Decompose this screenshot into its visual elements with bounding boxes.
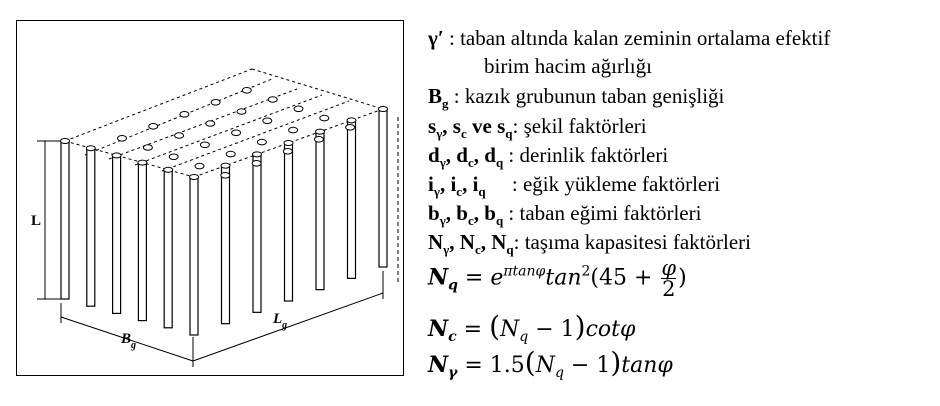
def-inclination-factors bbox=[428, 172, 720, 204]
def-separator: : bbox=[503, 143, 520, 167]
def-symbol-sub: c bbox=[474, 242, 481, 257]
formula-lhs-sub: q bbox=[448, 277, 458, 294]
pile-head bbox=[253, 152, 262, 157]
formula-fn: tan bbox=[545, 265, 582, 291]
pile-head bbox=[164, 167, 173, 172]
pile-head bbox=[294, 106, 303, 112]
formula-eq: = bbox=[456, 317, 490, 342]
pile-head bbox=[263, 118, 272, 124]
pile-head bbox=[289, 127, 298, 133]
pile-head bbox=[346, 125, 355, 131]
def-joiner: , bbox=[442, 114, 453, 138]
formula-nc bbox=[428, 310, 635, 345]
def-symbol: i bbox=[450, 172, 457, 196]
def-symbol-sub: γ bbox=[439, 155, 446, 170]
def-symbol: d bbox=[456, 143, 468, 167]
formula-minus: − 1 bbox=[563, 353, 611, 378]
pile-head bbox=[175, 133, 184, 139]
pile bbox=[87, 148, 95, 306]
pile bbox=[253, 154, 261, 312]
def-text: kazık grubunun taban genişliği bbox=[464, 84, 725, 108]
pile bbox=[190, 177, 198, 335]
pile-head bbox=[226, 151, 235, 157]
def-symbol: s bbox=[452, 114, 461, 138]
formula-lhs-sub: γ bbox=[448, 365, 458, 381]
def-symbol: i bbox=[428, 172, 434, 196]
def-symbol: N bbox=[491, 230, 507, 254]
formula-lhs: N bbox=[428, 352, 449, 378]
formula-minus: − 1 bbox=[528, 317, 575, 342]
def-joiner: , bbox=[449, 230, 460, 254]
pile-head bbox=[143, 145, 152, 151]
def-text: birim hacim ağırlığı bbox=[484, 54, 652, 78]
pile-group-figure bbox=[16, 20, 404, 376]
pile-head bbox=[252, 161, 261, 167]
def-joiner: , bbox=[439, 172, 451, 196]
pile-head bbox=[86, 146, 95, 151]
formula-ngamma bbox=[428, 346, 673, 381]
formula-fn: tanφ bbox=[621, 353, 673, 378]
formula-square: 2 bbox=[581, 263, 591, 280]
def-text: taşıma kapasitesi faktörleri bbox=[524, 230, 751, 254]
pile bbox=[113, 155, 121, 313]
def-depth-factors bbox=[428, 143, 668, 175]
def-joiner: , bbox=[462, 172, 473, 196]
formula-paren-close: ) bbox=[574, 310, 586, 343]
piles bbox=[61, 107, 399, 336]
fraction-numerator: φ bbox=[661, 256, 677, 280]
def-symbol-sub: γ bbox=[433, 184, 440, 199]
length-label: L bbox=[31, 213, 42, 229]
pile bbox=[379, 109, 387, 267]
formula-term: N bbox=[500, 317, 520, 342]
def-separator: : bbox=[485, 172, 523, 196]
def-symbol: N bbox=[459, 230, 475, 254]
def-joiner: , bbox=[480, 230, 492, 254]
pile-head bbox=[169, 154, 178, 160]
pile-head bbox=[283, 149, 292, 155]
formula-lhs-sub: c bbox=[448, 329, 457, 345]
formula-base: e bbox=[490, 265, 504, 291]
def-symbol-sub: c bbox=[456, 184, 463, 199]
pile-head bbox=[112, 153, 121, 158]
def-symbol: s bbox=[497, 114, 506, 138]
pile-head bbox=[221, 173, 230, 179]
pile bbox=[61, 141, 69, 299]
def-text: eğik yükleme faktörleri bbox=[522, 172, 721, 196]
def-text: derinlik faktörleri bbox=[519, 143, 669, 167]
def-joiner: ve bbox=[466, 114, 498, 138]
def-bg bbox=[428, 84, 724, 116]
def-separator: : bbox=[503, 201, 520, 225]
formula-term: N bbox=[535, 353, 555, 378]
def-symbol-sub: q bbox=[478, 184, 486, 199]
pile-head bbox=[200, 142, 209, 148]
pile-head bbox=[190, 175, 199, 180]
def-symbol-sub: q bbox=[505, 126, 513, 141]
pile-head bbox=[347, 118, 356, 123]
def-symbol-sub: q bbox=[495, 155, 504, 170]
pile bbox=[348, 120, 356, 278]
pile-head bbox=[232, 130, 241, 136]
pile-group-diagram bbox=[17, 21, 405, 377]
def-symbol: i bbox=[472, 172, 479, 196]
pile-head bbox=[149, 124, 158, 130]
def-separator: : bbox=[443, 26, 461, 50]
pile-head bbox=[195, 163, 204, 169]
def-symbol: d bbox=[484, 143, 496, 167]
pile-head bbox=[138, 160, 147, 165]
def-separator: : bbox=[513, 230, 525, 254]
formula-paren-open: ( bbox=[489, 310, 500, 343]
def-symbol-sub: q bbox=[506, 242, 514, 257]
def-separator: : bbox=[448, 84, 465, 108]
formula-nq bbox=[428, 258, 687, 299]
formula-fraction bbox=[661, 258, 676, 299]
def-symbol-sub: c bbox=[467, 155, 474, 170]
group-length-label: $L_g$ bbox=[273, 311, 288, 331]
fraction-denominator: 2 bbox=[662, 277, 676, 301]
formula-arg-close: ) bbox=[678, 265, 687, 291]
pile-head bbox=[242, 88, 251, 94]
def-gamma-prime bbox=[428, 26, 830, 50]
def-joiner: , bbox=[473, 143, 485, 167]
pile-head bbox=[320, 115, 329, 121]
pile bbox=[164, 170, 172, 328]
formula-coef: 1.5 bbox=[489, 353, 525, 378]
pile-head bbox=[237, 109, 246, 115]
formula-term-sub: q bbox=[519, 329, 529, 345]
def-symbol: B bbox=[428, 84, 443, 108]
def-symbol: b bbox=[456, 201, 468, 225]
def-symbol-sub: γ bbox=[443, 242, 450, 257]
def-shape-factors bbox=[428, 114, 647, 146]
pile-head bbox=[211, 100, 220, 106]
def-symbol-sub: q bbox=[495, 213, 504, 228]
formula-fn: cotφ bbox=[585, 317, 636, 342]
def-separator: : bbox=[512, 114, 524, 138]
pile-head bbox=[379, 107, 388, 112]
def-symbol: γ′ bbox=[428, 26, 444, 50]
def-symbol-sub: g bbox=[442, 96, 449, 111]
pile-head bbox=[316, 129, 325, 134]
def-symbol-sub: c bbox=[460, 126, 467, 141]
pile-head bbox=[268, 97, 277, 103]
pile bbox=[285, 143, 293, 301]
def-text: şekil faktörleri bbox=[523, 114, 647, 138]
formula-lhs: N bbox=[428, 316, 449, 342]
def-base-tilt-factors bbox=[428, 201, 701, 233]
pile-head bbox=[257, 139, 266, 145]
def-symbol-sub: c bbox=[467, 213, 474, 228]
formula-lhs: N bbox=[428, 264, 449, 291]
pile-head bbox=[180, 112, 189, 118]
width-label: $B_g$ bbox=[121, 331, 137, 351]
def-symbol: N bbox=[428, 230, 444, 254]
formula-arg-open: (45 + bbox=[590, 265, 660, 291]
def-joiner: , bbox=[445, 143, 457, 167]
pile-head bbox=[61, 139, 70, 144]
pile-head bbox=[284, 141, 293, 146]
pile bbox=[316, 132, 324, 290]
formula-eq: = bbox=[457, 353, 490, 378]
formula-term-sub: q bbox=[554, 365, 564, 381]
def-joiner: , bbox=[445, 201, 457, 225]
pile-head bbox=[221, 163, 230, 168]
formula-exp: πtanφ bbox=[503, 263, 546, 280]
def-text: taban altında kalan zeminin ortalama efektif bbox=[460, 26, 831, 50]
pile-head bbox=[314, 137, 323, 143]
def-joiner: , bbox=[473, 201, 485, 225]
def-symbol: b bbox=[428, 201, 440, 225]
formula-paren-close: ) bbox=[610, 346, 622, 379]
def-gamma-prime-cont bbox=[484, 54, 652, 78]
def-symbol: b bbox=[484, 201, 496, 225]
formula-paren-open: ( bbox=[524, 346, 536, 379]
pile-head bbox=[206, 121, 215, 127]
pile-head bbox=[118, 136, 127, 142]
def-symbol: s bbox=[428, 114, 437, 138]
pile bbox=[138, 163, 146, 321]
def-symbol: d bbox=[428, 143, 440, 167]
pile bbox=[222, 166, 230, 324]
formula-eq: = bbox=[457, 265, 491, 291]
def-text: taban eğimi faktörleri bbox=[519, 201, 702, 225]
def-symbol-sub: γ bbox=[436, 126, 443, 141]
def-symbol-sub: γ bbox=[439, 213, 446, 228]
